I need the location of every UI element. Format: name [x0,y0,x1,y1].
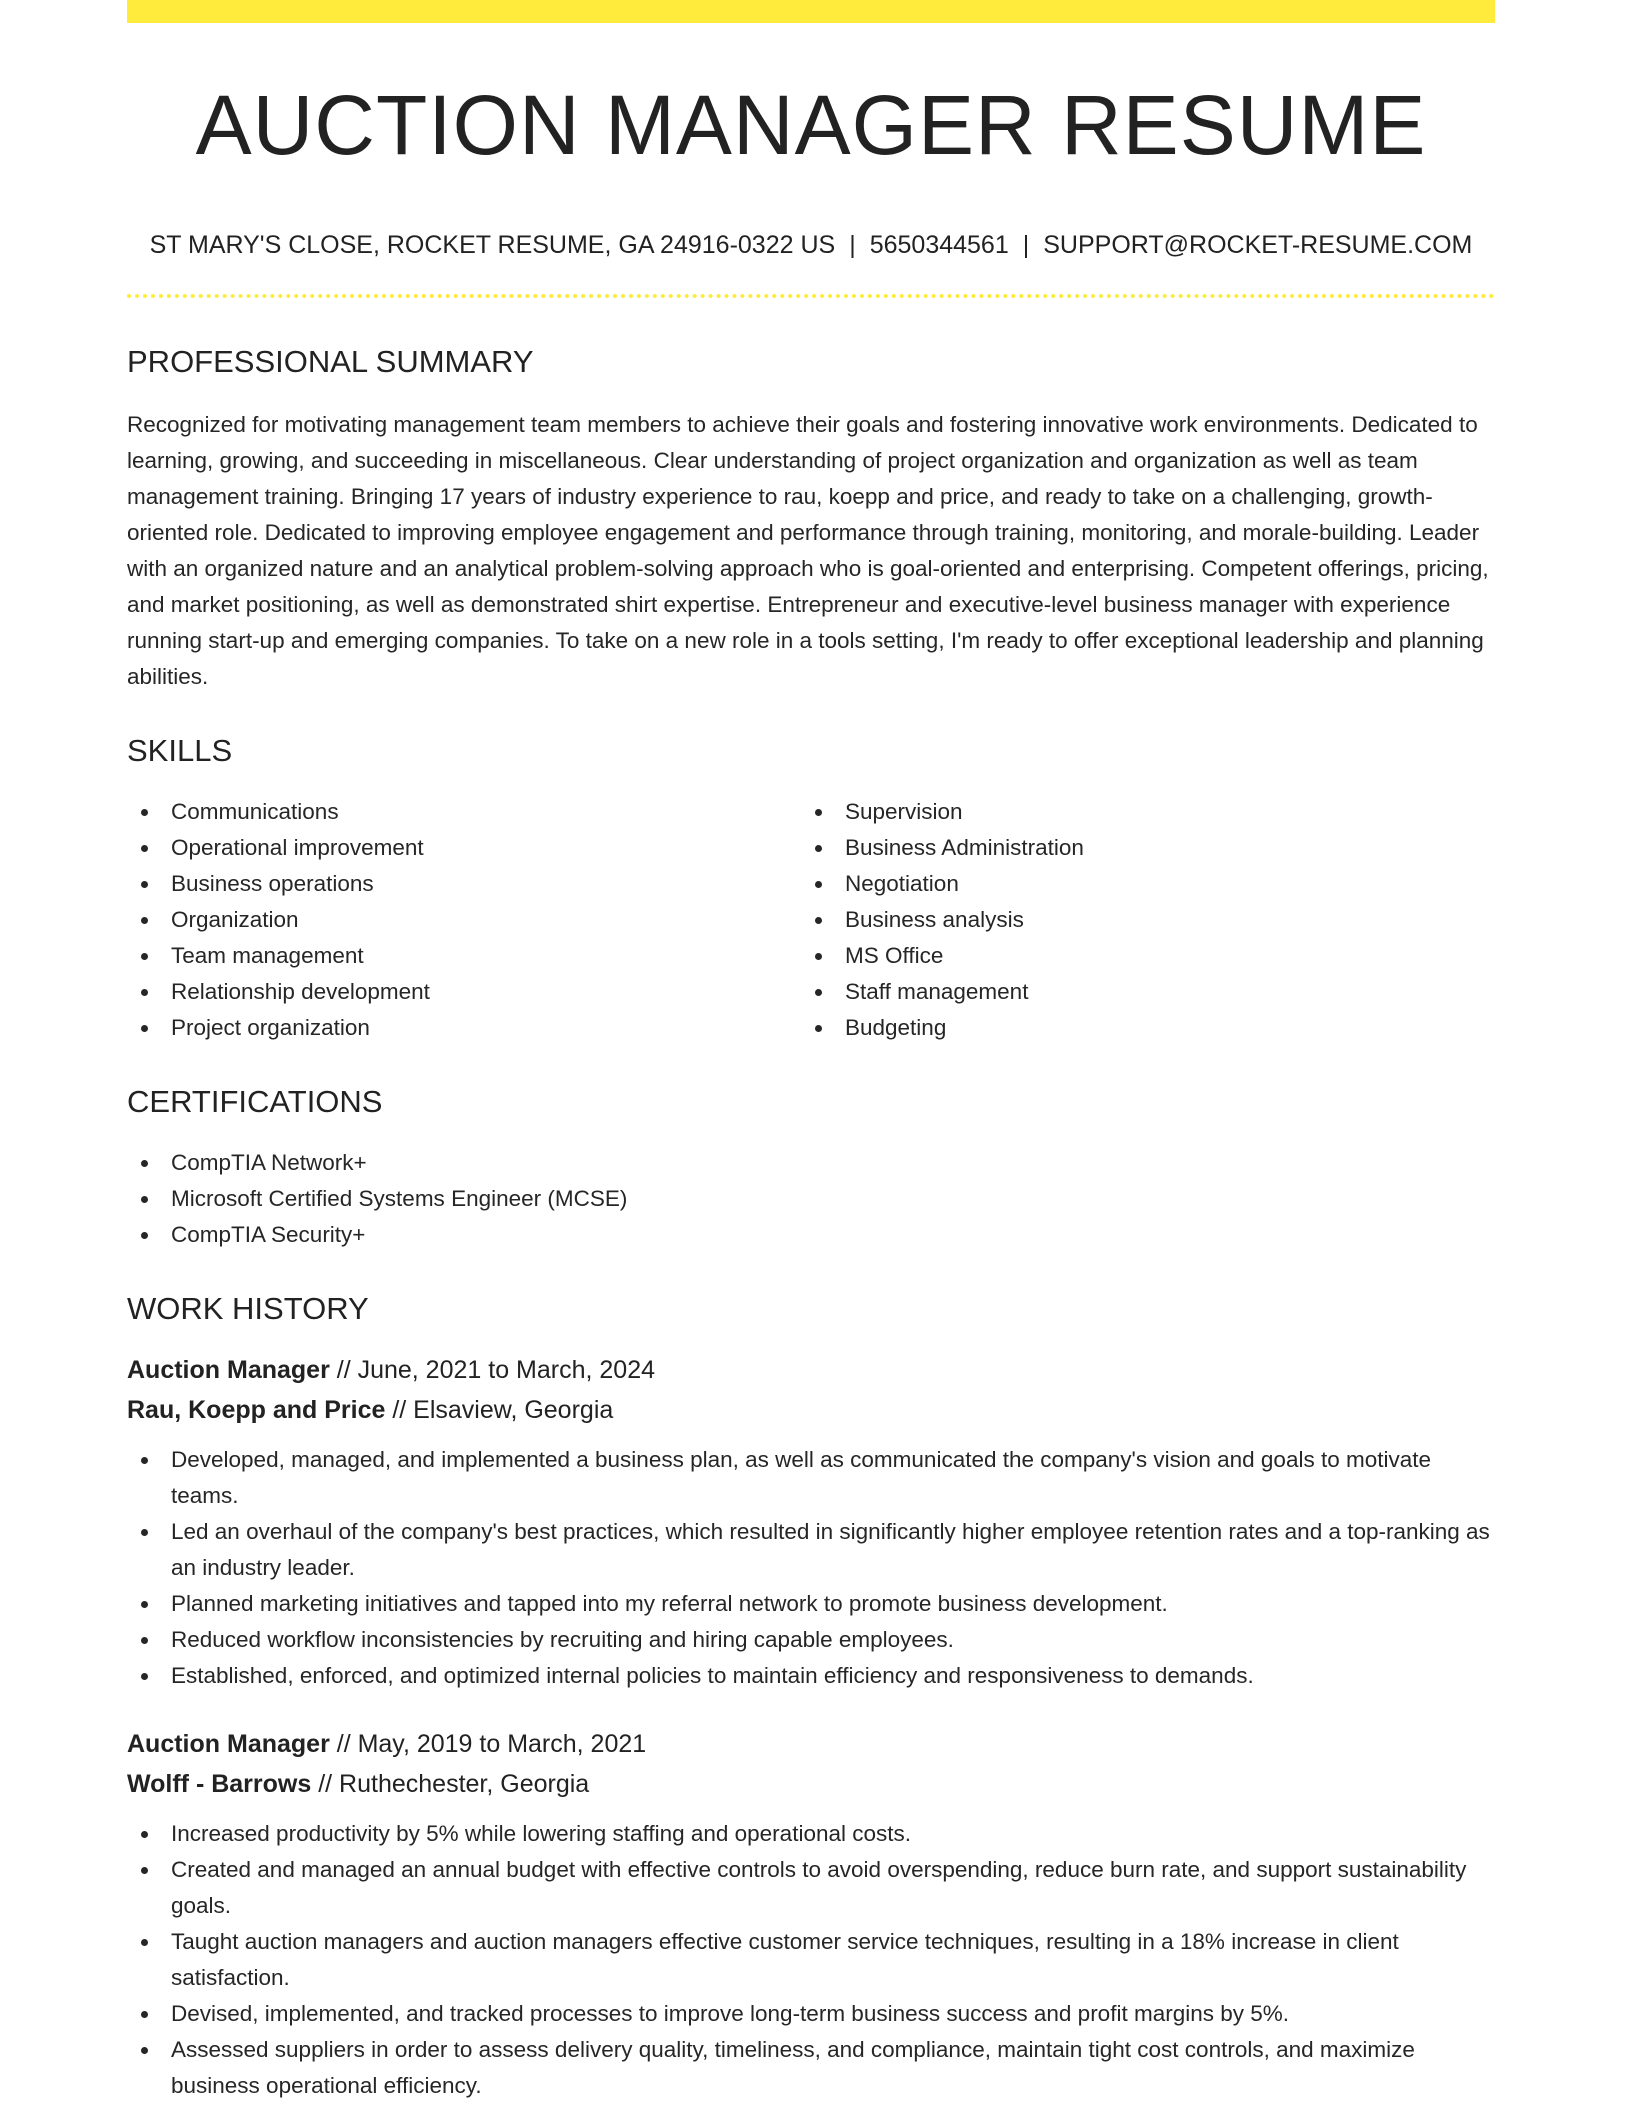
job-company: Wolff - Barrows [127,1770,312,1798]
skill-item: Organization [127,902,801,938]
certification-item: CompTIA Security+ [127,1217,1495,1253]
contact-separator: | [849,231,856,259]
summary-text: Recognized for motivating management team members to achieve their goals and fostering innovative work environments. Dedicated to learning, growing, and succeeding in miscellaneous. Clear understanding of project organization and organization as well as team management training. Bringing 17 years of industry experience to rau, koepp and price, and ready to take on a challenging, growth-oriented role. Dedicated to improving employee engagement and performance through training, monitoring, and morale-building. Leader with an organized nature and an analytical problem-solving approach who is goal-oriented and enterprising. Competent offerings, pricing, and market positioning, as well as demonstrated shirt expertise. Entrepreneur and executive-level business manager with experience running start-up and emerging companies. To take on a new role in a tools setting, I'm ready to offer exceptional leadership and planning abilities. [127,412,1489,689]
contact-line [127,231,1495,260]
job-title: Auction Manager [127,1730,330,1758]
job-bullet: Led an overhaul of the company's best practices, which resulted in significantly higher employee retention rates and a top-ranking as an industry leader. [127,1514,1495,1586]
skill-item: Business analysis [801,902,1475,938]
skill-item: Project organization [127,1010,801,1046]
skill-item: Budgeting [801,1010,1475,1046]
job-title-line [127,1350,1495,1390]
job-bullet: Increased productivity by 5% while lowering staffing and operational costs. [127,1816,1495,1852]
job-company: Rau, Koepp and Price [127,1396,386,1424]
skill-item: Operational improvement [127,830,801,866]
resume-title: AUCTION MANAGER RESUME [195,78,1427,172]
job-bullets [127,1442,1495,1694]
resume-page [127,0,1495,2112]
skills-heading: SKILLS [127,733,233,768]
skill-item: Team management [127,938,801,974]
skill-item: Relationship development [127,974,801,1010]
job-bullet: Assessed suppliers in order to assess delivery quality, timeliness, and compliance, maintain tight cost controls, and maximize business operational efficiency. [127,2032,1495,2104]
skill-item: Supervision [801,794,1475,830]
job-bullet: Taught auction managers and auction managers effective customer service techniques, resulting in a 18% increase in client satisfaction. [127,1924,1495,1996]
job-location: // Elsaview, Georgia [385,1396,614,1424]
skill-item: Business Administration [801,830,1475,866]
job-entry [127,1350,1495,1694]
job-dates: // May, 2019 to March, 2021 [329,1730,647,1758]
skills-list-left [127,794,801,1046]
job-bullet: Reduced workflow inconsistencies by recruiting and hiring capable employees. [127,1622,1495,1658]
skill-item: Staff management [801,974,1475,1010]
job-bullet: Established, enforced, and optimized internal policies to maintain efficiency and responsiveness to demands. [127,1658,1495,1694]
skill-item: MS Office [801,938,1475,974]
job-bullet: Developed, managed, and implemented a business plan, as well as communicated the company's vision and goals to motivate teams. [127,1442,1495,1514]
contact-phone: 5650344561 [869,231,1009,259]
job-bullet: Devised, implemented, and tracked processes to improve long-term business success and profit margins by 5%. [127,1996,1495,2032]
skill-item: Business operations [127,866,801,902]
job-bullets [127,1816,1495,2104]
contact-separator: | [1022,231,1030,259]
summary-heading: PROFESSIONAL SUMMARY [127,344,534,379]
job-title: Auction Manager [127,1356,330,1384]
job-bullet: Planned marketing initiatives and tapped into my referral network to promote business development. [127,1586,1495,1622]
certifications-heading: CERTIFICATIONS [127,1084,383,1119]
work-history-heading: WORK HISTORY [127,1291,369,1326]
job-company-line [127,1764,1495,1804]
job-company-line [127,1390,1495,1430]
certifications-list [127,1145,1495,1253]
skills-list-right [801,794,1475,1046]
job-bullet: Created and managed an annual budget with effective controls to avoid overspending, reduce burn rate, and support sustainability goals. [127,1852,1495,1924]
contact-address: ST MARY'S CLOSE, ROCKET RESUME, GA 24916-0322 US [149,231,836,259]
job-entry [127,1724,1495,2104]
skill-item: Communications [127,794,801,830]
dotted-divider [127,294,1495,298]
skills-columns [127,794,1495,1046]
contact-email: SUPPORT@ROCKET-RESUME.COM [1043,231,1473,259]
job-dates: // June, 2021 to March, 2024 [329,1356,656,1384]
certification-item: Microsoft Certified Systems Engineer (MCSE) [127,1181,1495,1217]
accent-top-bar [127,0,1495,23]
job-title-line [127,1724,1495,1764]
job-location: // Ruthechester, Georgia [311,1770,590,1798]
certification-item: CompTIA Network+ [127,1145,1495,1181]
skill-item: Negotiation [801,866,1475,902]
